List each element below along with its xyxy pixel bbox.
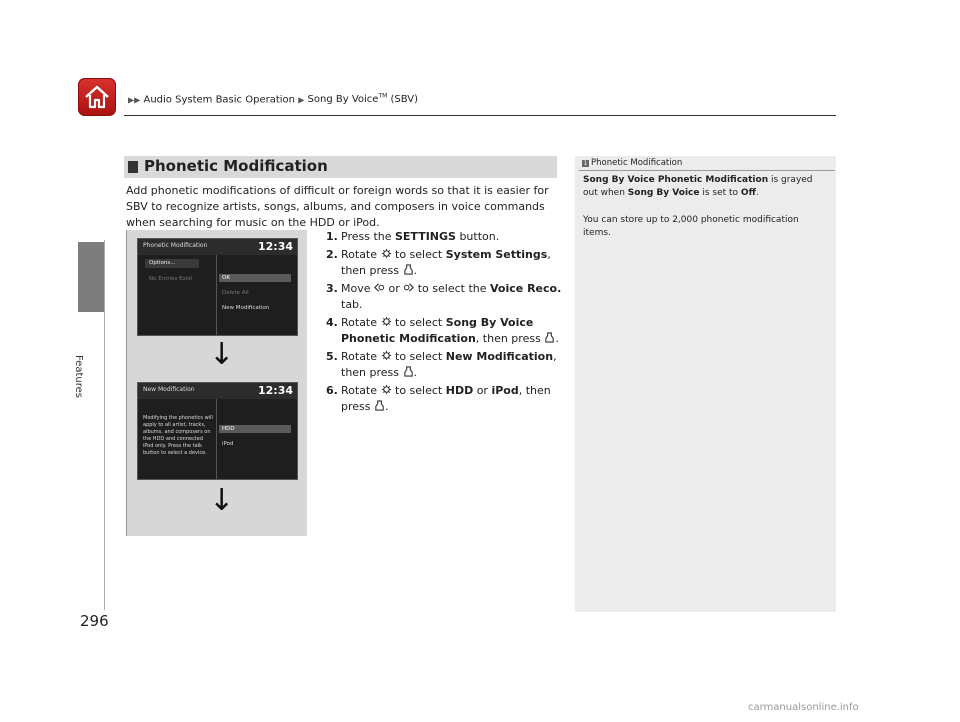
move-left-icon [374,282,385,293]
empty-text: No Entries Exist [149,276,193,282]
menu-item-ipod[interactable]: iPod [222,441,234,447]
side-label: Features [73,355,84,398]
move-right-icon [403,282,414,293]
note-reference-icon: 1 [583,160,588,167]
menu-item-delete-all[interactable]: Delete All [222,290,249,296]
menu-item-new-modification[interactable]: New Modification [222,305,270,311]
header-rule [124,115,836,116]
down-arrow-icon: ↓ [209,337,235,372]
section-header [124,156,557,178]
note-title: 1 Phonetic Modification [583,158,683,168]
note-paragraph-1: Song By Voice Phonetic Modification is grayed out when Song By Voice is set to Off. [583,175,813,198]
breadcrumb-link-sbv[interactable]: Song By Voice™ (SBV) [307,93,419,106]
press-icon [403,264,414,275]
breadcrumb-arrow-icon: ▶ [298,95,305,105]
step-4: 4. Rotate to select Song By Voice Phonetic Modification, then press . [326,316,559,345]
screenshot-panel [126,230,307,536]
watermark: carmanualsonline.info [748,702,859,713]
press-icon [403,366,414,377]
page-number: 296 [80,612,109,630]
section-title: Phonetic Modification [144,157,328,175]
screen-new-modification [137,382,298,480]
screen-phonetic-modification [137,238,298,336]
options-button[interactable]: Options... [145,259,199,268]
screen-title: New Modification [143,386,195,393]
menu-item-ok[interactable]: OK [219,274,291,282]
screen-description: Modifying the phonetics will apply to all artist, tracks, albums, and composers on the HDD and connected iPod only. Press the talk button to select a device. [143,415,213,456]
screen-clock: 12:34 [257,240,293,253]
menu-item-hdd[interactable]: HDD [219,425,291,433]
step-2: 2. Rotate to select System Settings, then press . [326,248,551,277]
interface-dial-icon [381,350,392,361]
step-6: 6. Rotate to select HDD or iPod, then press . [326,384,551,413]
breadcrumb [128,93,418,105]
down-arrow-icon: ↓ [209,483,235,518]
features-tab[interactable] [78,242,104,312]
step-5: 5. Rotate to select New Modification, then press . [326,350,557,379]
step-3: 3. Move or to select the Voice Reco. tab. [326,282,562,311]
breadcrumb-link-audio[interactable]: Audio System Basic Operation [143,94,295,106]
note-box [575,156,836,612]
interface-dial-icon [381,384,392,395]
interface-dial-icon [381,316,392,327]
screen-clock: 12:34 [257,384,293,397]
section-marker-icon [128,161,138,173]
breadcrumb-arrow-icon: ▶▶ [128,95,141,105]
screen-title: Phonetic Modification [143,242,208,249]
steps-list [326,229,562,417]
home-button[interactable] [78,78,116,116]
side-divider [104,240,105,610]
intro-text: Add phonetic modifications of difficult or foreign words so that it is easier for SBV to recognize artists, songs, albums, and composers in voice commands when searching for music on the HDD or iPod. [126,184,549,229]
note-paragraph-2: You can store up to 2,000 phonetic modification items. [583,215,799,238]
home-icon [83,83,111,111]
interface-dial-icon [381,248,392,259]
press-icon [374,400,385,411]
press-icon [544,332,555,343]
step-1: 1. Press the SETTINGS button. [326,230,500,243]
